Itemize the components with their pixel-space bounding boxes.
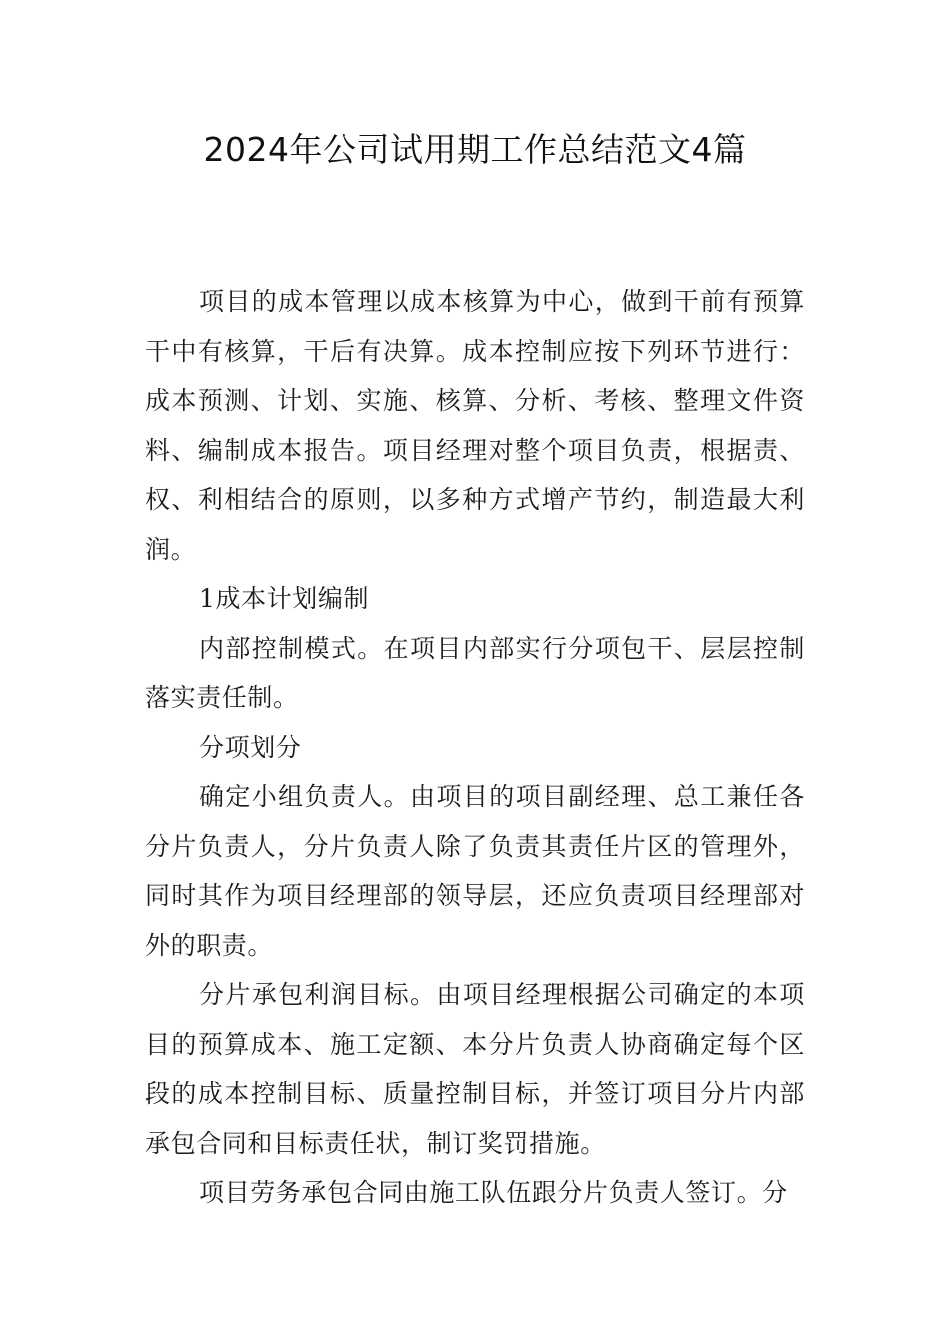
paragraph-profit-target: 分片承包利润目标。由项目经理根据公司确定的本项目的预算成本、施工定额、本分片负责人协商确定每个区段的成本控制目标、质量控制目标，并签订项目分片内部承包合同和目标责任状，制订奖罚措施。 [145,980,805,1158]
paragraph-group-leader: 确定小组负责人。由项目的项目副经理、总工兼任各分片负责人，分片负责人除了负责其责任片区的管理外，同时其作为项目经理部的领导层，还应负责项目经理部对外的职责。 [145,782,805,960]
heading-cost-plan: 1成本计划编制 [199,584,370,613]
document-body [145,277,805,1218]
paragraph-labor-contract: 项目劳务承包合同由施工队伍跟分片负责人签订。分 [199,1178,788,1207]
heading-division: 分项划分 [199,732,302,762]
paragraph-cost-management: 项目的成本管理以成本核算为中心，做到干前有预算干中有核算，干后有决算。成本控制应按下列环节进行：成本预测、计划、实施、核算、分析、考核、整理文件资料、编制成本报告。项目经理对整个项目负责，根据责、权、利相结合的原则，以多种方式增产节约，制造最大利润。 [145,287,805,564]
paragraph-internal-control: 内部控制模式。在项目内部实行分项包干、层层控制落实责任制。 [145,633,805,712]
document-title: 2024年公司试用期工作总结范文4篇 [203,130,747,169]
